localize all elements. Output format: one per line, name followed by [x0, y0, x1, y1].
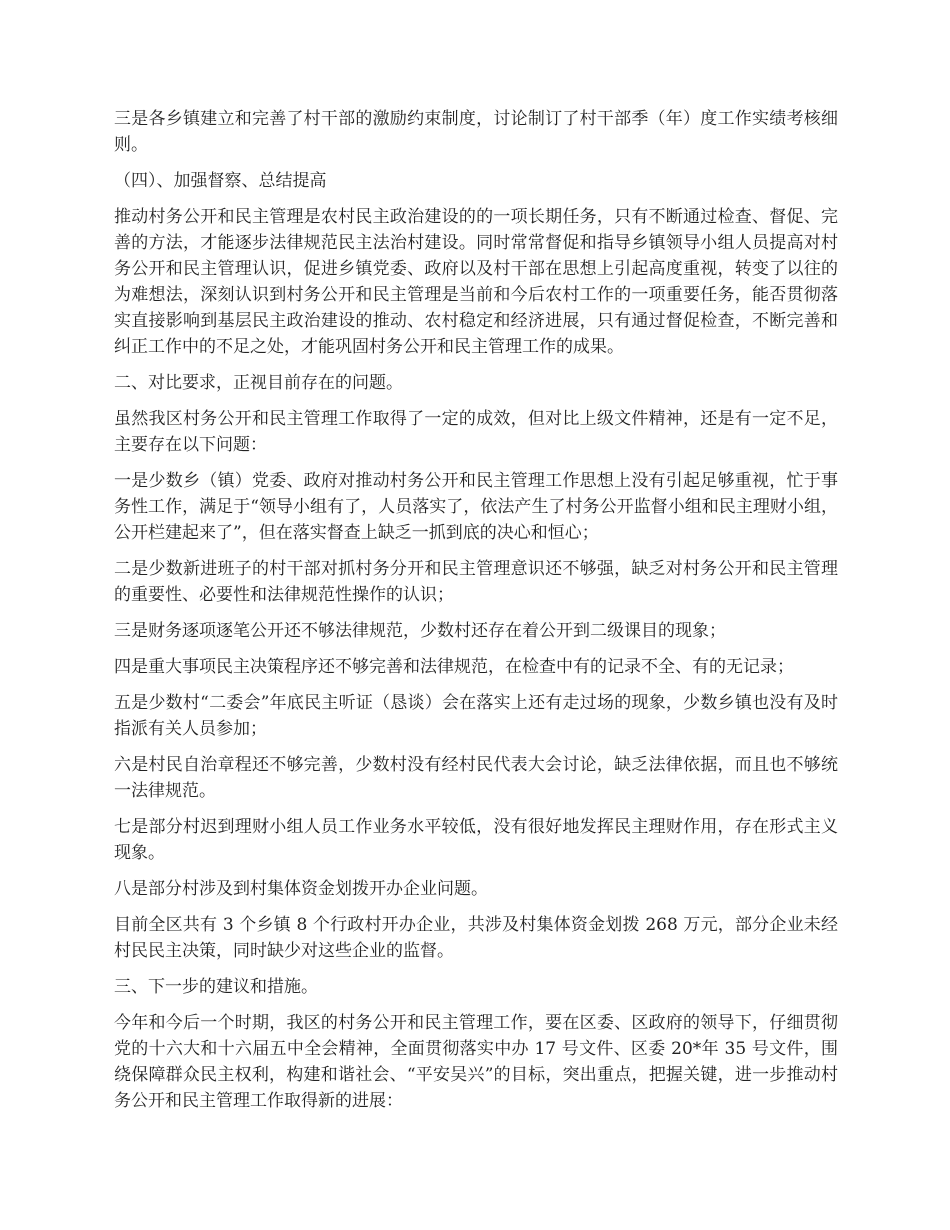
section-heading-3: 三、下一步的建议和措施。 — [114, 977, 318, 997]
paragraph-4: 目前全区共有 3 个乡镇 8 个行政村开办企业，共涉及村集体资金划拨 268 万元，部分企业未经村民民主决策，同时缺少对这些企业的监督。 — [114, 915, 838, 961]
section-heading-4: （四）、加强督察、总结提高 — [114, 171, 327, 191]
document-body — [114, 106, 838, 1124]
paragraph-5: 今年和今后一个时期，我区的村务公开和民主管理工作，要在区委、区政府的领导下，仔细贯彻党的十六大和十六届五中全会精神，全面贯彻落实中办 17 号文件、区委 20*年 35 号文件，围绕保障群众民主权利，构建和谐社会、“平安吴兴”的目标，突出重点，把握关键，进一步推动村务公开和民主管理工作取得新的进展： — [114, 1013, 838, 1111]
problem-item-3: 三是财务逐项逐笔公开还不够法律规范，少数村还存在着公开到二级课目的现象； — [114, 621, 726, 641]
problem-item-5: 五是少数村“二委会”年底民主听证（恳谈）会在落实上还有走过场的现象，少数乡镇也没有及时指派有关人员参加； — [114, 693, 838, 739]
section-heading-2: 二、对比要求，正视目前存在的问题。 — [114, 373, 403, 393]
problem-item-8: 八是部分村涉及到村集体资金划拨开办企业问题。 — [114, 879, 488, 899]
problem-item-2: 二是少数新进班子的村干部对抓村务分开和民主管理意识还不够强，缺乏对村务公开和民主管理的重要性、必要性和法律规范性操作的认识； — [114, 559, 838, 605]
problem-item-4: 四是重大事项民主决策程序还不够完善和法律规范，在检查中有的记录不全、有的无记录； — [114, 657, 794, 677]
paragraph-2: 推动村务公开和民主管理是农村民主政治建设的的一项长期任务，只有不断通过检查、督促、完善的方法，才能逐步法律规范民主法治村建设。同时常常督促和指导乡镇领导小组人员提高对村务公开和民主管理认识，促进乡镇党委、政府以及村干部在思想上引起高度重视，转变了以往的为难想法，深刻认识到村务公开和民主管理是当前和今后农村工作的一项重要任务，能否贯彻落实直接影响到基层民主政治建设的推动、农村稳定和经济进展，只有通过督促检查，不断完善和纠正工作中的不足之处，才能巩固村务公开和民主管理工作的成果。 — [114, 207, 838, 357]
paragraph-1: 三是各乡镇建立和完善了村干部的激励约束制度，讨论制订了村干部季（年）度工作实绩考核细则。 — [114, 109, 838, 155]
problem-item-1: 一是少数乡（镇）党委、政府对推动村务公开和民主管理工作思想上没有引起足够重视，忙于事务性工作，满足于“领导小组有了，人员落实了，依法产生了村务公开监督小组和民主理财小组，公开栏建起来了”，但在落实督查上缺乏一抓到底的决心和恒心； — [114, 471, 838, 543]
problem-item-7: 七是部分村迟到理财小组人员工作业务水平较低，没有很好地发挥民主理财作用，存在形式主义现象。 — [114, 817, 838, 863]
problem-item-6: 六是村民自治章程还不够完善，少数村没有经村民代表大会讨论，缺乏法律依据，而且也不够统一法律规范。 — [114, 755, 838, 801]
paragraph-3: 虽然我区村务公开和民主管理工作取得了一定的成效，但对比上级文件精神，还是有一定不足，主要存在以下问题： — [114, 409, 838, 455]
